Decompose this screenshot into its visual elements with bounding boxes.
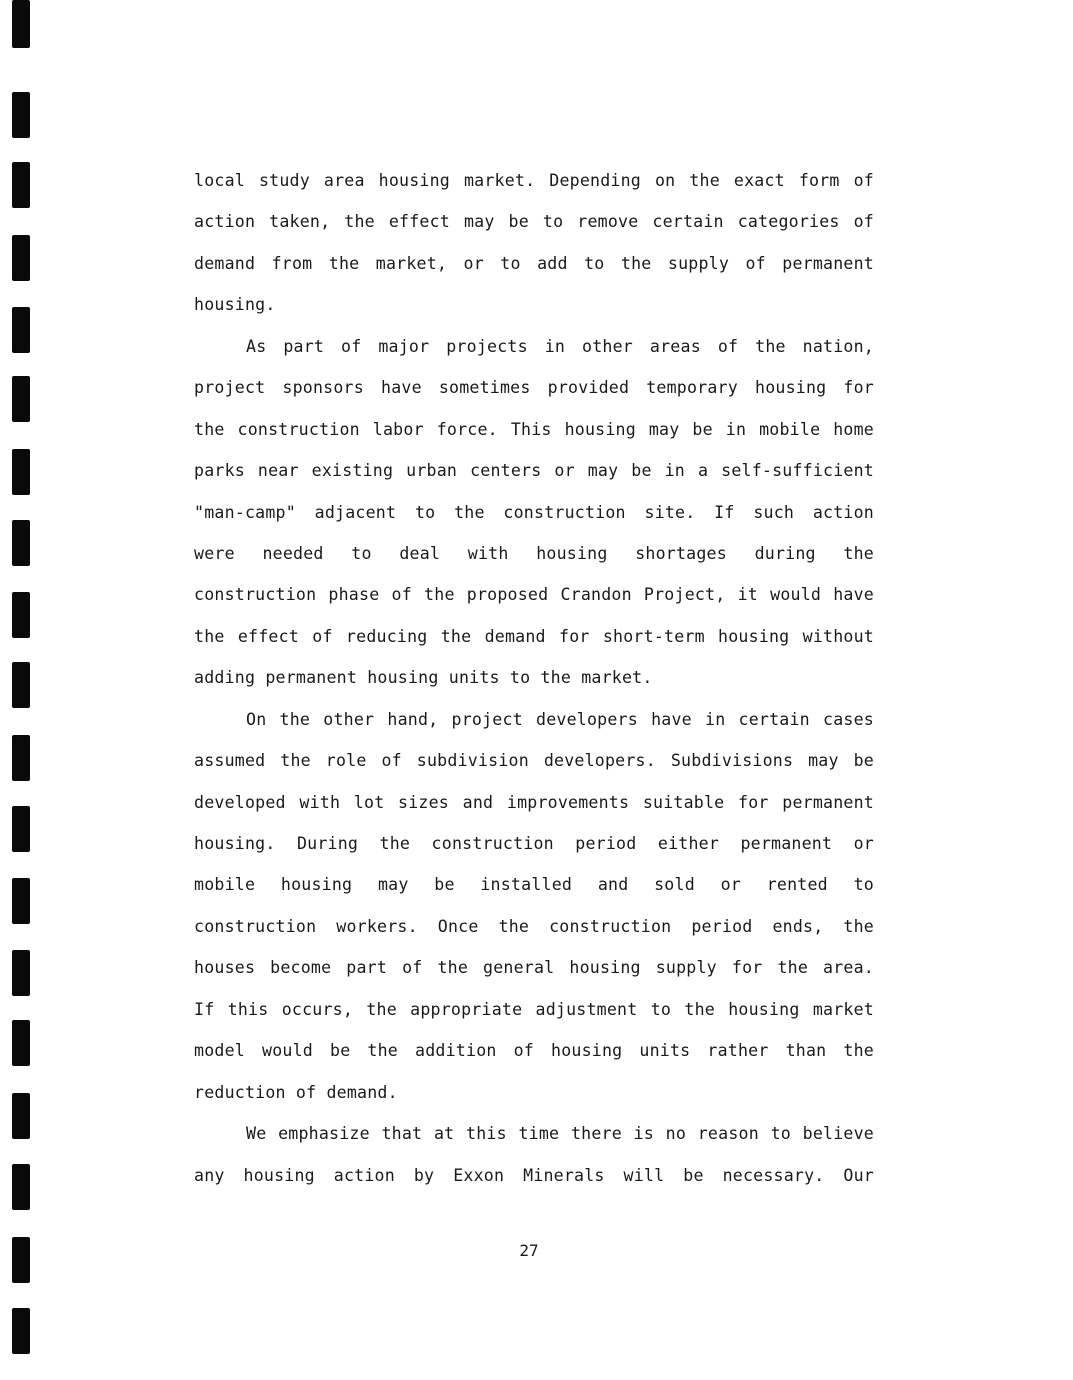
- binding-mark: [12, 92, 30, 138]
- text-line: mobile housing may be installed and sold or rented to: [194, 875, 874, 895]
- paragraph: [194, 326, 874, 699]
- text-line: adding permanent housing units to the market.: [194, 668, 653, 688]
- binding-mark: [12, 449, 30, 495]
- page-body: [194, 160, 874, 1196]
- binding-mark: [12, 592, 30, 638]
- binding-mark: [12, 162, 30, 208]
- binding-mark: [12, 1020, 30, 1066]
- binding-mark: [12, 950, 30, 996]
- binding-mark: [12, 0, 30, 48]
- binding-mark: [12, 662, 30, 708]
- paragraph: [194, 1113, 874, 1196]
- text-line: project sponsors have sometimes provided temporary housing for: [194, 378, 874, 398]
- binding-mark: [12, 1308, 30, 1354]
- text-line: were needed to deal with housing shortages during the: [194, 543, 874, 563]
- text-line: model would be the addition of housing units rather than the: [194, 1041, 874, 1061]
- binding-mark: [12, 878, 30, 924]
- binding-mark: [12, 806, 30, 852]
- text-line: If this occurs, the appropriate adjustment to the housing market: [194, 999, 874, 1019]
- text-line: action taken, the effect may be to remove certain categories of: [194, 212, 874, 232]
- binding-marks: [0, 0, 40, 1380]
- text-line: assumed the role of subdivision developers. Subdivisions may be: [194, 751, 874, 771]
- binding-mark: [12, 235, 30, 281]
- text-line: demand from the market, or to add to the supply of permanent: [194, 253, 874, 273]
- text-line: developed with lot sizes and improvements suitable for permanent: [194, 792, 874, 812]
- text-line: construction phase of the proposed Crandon Project, it would have: [194, 585, 874, 605]
- text-line: As part of major projects in other areas of the nation,: [246, 336, 874, 356]
- binding-mark: [12, 307, 30, 353]
- page-number: 27: [519, 1241, 539, 1260]
- text-line: local study area housing market. Depending on the exact form of: [194, 171, 874, 190]
- text-line: We emphasize that at this time there is no reason to believe: [246, 1124, 874, 1144]
- text-line: construction workers. Once the construction period ends, the: [194, 916, 874, 936]
- text-line: On the other hand, project developers have in certain cases: [246, 709, 874, 729]
- paragraph: [194, 160, 874, 326]
- text-line: any housing action by Exxon Minerals will be necessary. Our: [194, 1165, 874, 1185]
- paragraph: [194, 699, 874, 1113]
- text-line: "man-camp" adjacent to the construction site. If such action: [194, 502, 874, 522]
- text-line: parks near existing urban centers or may be in a self-sufficient: [194, 461, 874, 481]
- text-line: houses become part of the general housing supply for the area.: [194, 958, 874, 978]
- binding-mark: [12, 376, 30, 422]
- text-line: housing.: [194, 295, 276, 315]
- binding-mark: [12, 520, 30, 566]
- text-line: the effect of reducing the demand for short-term housing without: [194, 626, 874, 646]
- text-line: the construction labor force. This housing may be in mobile home: [194, 419, 874, 439]
- binding-mark: [12, 1093, 30, 1139]
- binding-mark: [12, 735, 30, 781]
- text-line: reduction of demand.: [194, 1082, 398, 1102]
- binding-mark: [12, 1164, 30, 1210]
- text-line: housing. During the construction period either permanent or: [194, 834, 874, 853]
